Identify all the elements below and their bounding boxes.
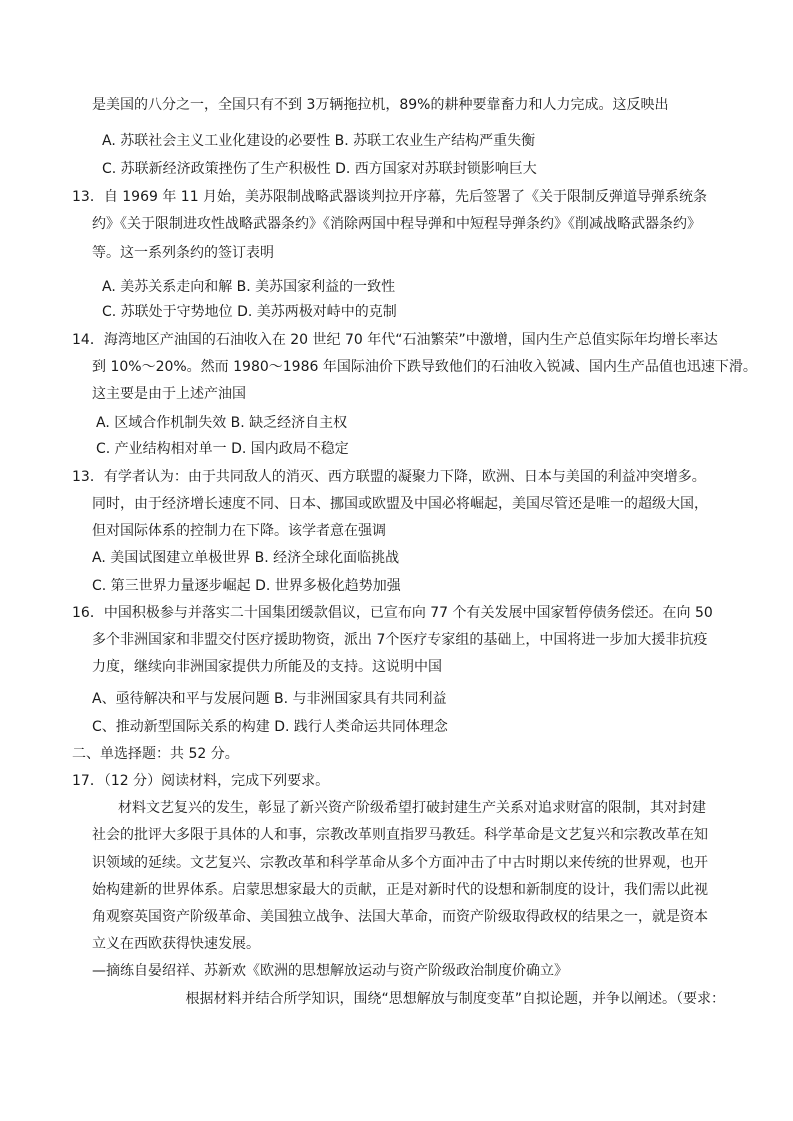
q16-stem-line-3: 力度，继续向非洲国家提供力所能及的支持。这说明中国: [92, 659, 442, 675]
q12-options-cd: C. 苏联新经济政策挫伤了生产积极性 D. 西方国家对苏联封锁影响巨大: [102, 161, 537, 177]
q17-material-line-3: 识领域的延续。文艺复兴、宗教改革和科学革命从多个方面冲击了中古时期以来传统的世界观，也开: [92, 855, 708, 871]
q15-stem-line-2: 同时，由于经济增长速度不同、日本、挪国或欧盟及中国必将崛起，美国尽管还是唯一的超级大国，: [92, 496, 708, 512]
q17-material-line-2: 社会的批评大多限于具体的人和事，宗教改革则直指罗马教廷。科学革命是文艺复兴和宗教改革在知: [92, 827, 708, 843]
q15-options-cd: C. 第三世界力量逐步崛起 D. 世界多极化趋势加强: [92, 578, 401, 594]
q17-material-line-1: 材料文艺复兴的发生，彰显了新兴资产阶级希望打破封建生产关系对追求财富的限制，其对封建: [118, 800, 706, 816]
q15-options-ab: A. 美国试图建立单极世界 B. 经济全球化面临挑战: [92, 550, 400, 566]
q17-heading: 17．（12 分）阅读材料，完成下列要求。: [72, 773, 330, 789]
q13-stem-line-3: 等。这一系列条约的签订表明: [92, 245, 274, 261]
q12-stem-line: 是美国的八分之一，全国只有不到 3万辆拖拉机，89%的耕种要靠畜力和人力完成。这反映出: [92, 97, 669, 113]
q17-material-line-6: 立义在西欧获得快速发展。: [92, 936, 260, 952]
q14-stem-line-3: 这主要是由于上述产油国: [92, 386, 246, 402]
q16-stem-line-1: 16．中国积极参与并落实二十国集团缓款倡议，已宣布向 77 个有关发展中国家暂停债务偿还。在向 50: [72, 605, 713, 621]
q14-options-ab: A. 区域合作机制失效 B. 缺乏经济自主权: [96, 415, 348, 431]
q16-options-ab: A、亟待解决和平与发展问题 B. 与非洲国家具有共同利益: [92, 691, 447, 707]
q13-stem-line-1: 13．自 1969 年 11 月始，美苏限制战略武器谈判拉开序幕，先后签署了《关于限制反弹道导弹系统条: [72, 189, 708, 205]
q15-stem-line-1: 13．有学者认为：由于共同敌人的消灭、西方联盟的凝聚力下降，欧洲、日本与美国的利益冲突增多。: [72, 469, 706, 485]
q12-options-ab: A. 苏联社会主义工业化建设的必要性 B. 苏联工农业生产结构严重失衡: [102, 133, 536, 149]
q14-stem-line-2: 到 10%～20%。然而 1980～1986 年国际油价下跌导致他们的石油收入锐减、国内生产品值也迅速下滑。: [92, 359, 757, 375]
q16-options-cd: C、推动新型国际关系的构建 D. 践行人类命运共同体理念: [92, 719, 448, 735]
q17-material-line-7: —摘练自晏绍祥、苏新欢《欧洲的思想解放运动与资产阶级政治制度价确立》: [92, 963, 568, 979]
q13-options-cd: C. 苏联处于守势地位 D. 美苏两极对峙中的克制: [102, 304, 397, 320]
q15-stem-line-3: 但对国际体系的控制力在下降。该学者意在强调: [92, 523, 386, 539]
q14-options-cd: C. 产业结构相对单一 D. 国内政局不稳定: [96, 441, 349, 457]
q17-source-citation: 根据材料并结合所学知识，围绕“思想解放与制度变革”自拟论题，并争以阐述。（要求：: [185, 991, 725, 1007]
q14-stem-line-1: 14．海湾地区产油国的石油收入在 20 世纪 70 年代“石油繁荣”中激增，国内生产总值实际年均增长率达: [72, 332, 718, 348]
q13-options-ab: A. 美苏关系走向和解 B. 美苏国家利益的一致性: [102, 279, 396, 295]
section-two-heading: 二、单选择题：共 52 分。: [72, 746, 239, 762]
q13-stem-line-2: 约》《关于限制进攻性战略武器条约》《消除两国中程导弹和中短程导弹条约》《削减战略武器条约》: [92, 216, 701, 232]
q17-material-line-4: 始构建新的世界体系。启蒙思想家最大的贡献，正是对新时代的设想和新制度的设计，我们需以此视: [92, 882, 708, 898]
q17-material-line-5: 角观察英国资产阶级革命、美国独立战争、法国大革命，而资产阶级取得政权的结果之一，就是资本: [92, 909, 708, 925]
q16-stem-line-2: 多个非洲国家和非盟交付医疗援助物资，派出 7个医疗专家组的基础上，中国将进一步加大援非抗疫: [92, 632, 708, 648]
